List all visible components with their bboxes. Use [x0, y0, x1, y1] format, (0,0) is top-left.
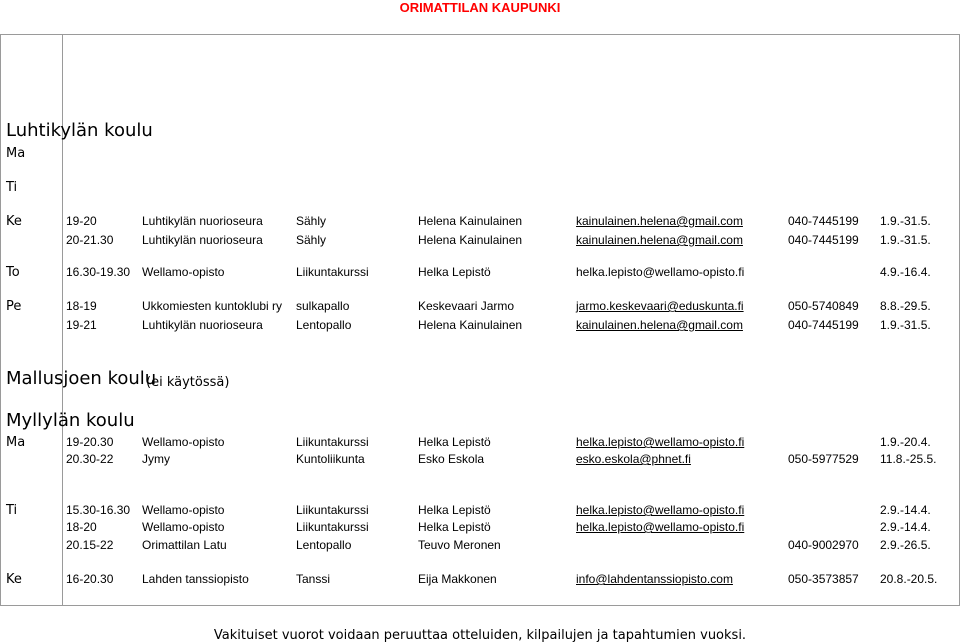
person-cell: Teuvo Meronen — [418, 538, 501, 552]
day-label: Ma — [6, 435, 26, 450]
person-cell: Helka Lepistö — [418, 520, 491, 534]
page-header: ORIMATTILAN KAUPUNKI — [399, 0, 561, 15]
day-label: Ti — [6, 180, 18, 195]
period-cell: 1.9.-31.5. — [880, 318, 931, 332]
activity-cell: Sähly — [296, 233, 327, 247]
person-cell: Helena Kainulainen — [418, 214, 523, 228]
activity-cell: Liikuntakurssi — [296, 265, 369, 279]
time-cell: 20.15-22 — [66, 538, 114, 552]
day-label: To — [6, 265, 20, 280]
email-link[interactable]: helka.lepisto@wellamo-opisto.fi — [576, 435, 745, 449]
activity-cell: Liikuntakurssi — [296, 435, 369, 449]
activity-cell: Lentopallo — [296, 538, 352, 552]
day-label: Ke — [6, 572, 22, 587]
org-cell: Lahden tanssiopisto — [142, 572, 249, 586]
activity-cell: sulkapallo — [296, 299, 350, 313]
period-cell: 1.9.-31.5. — [880, 214, 931, 228]
time-cell: 18-19 — [66, 299, 97, 313]
person-cell: Keskevaari Jarmo — [418, 299, 515, 313]
period-cell: 2.9.-14.4. — [880, 520, 931, 534]
table-row — [0, 212, 960, 231]
email-link[interactable]: kainulainen.helena@gmail.com — [576, 318, 743, 332]
day-row-ma — [0, 144, 960, 163]
time-cell: 16-20.30 — [66, 572, 114, 586]
person-cell: Helka Lepistö — [418, 503, 491, 517]
email-link[interactable]: kainulainen.helena@gmail.com — [576, 214, 743, 228]
period-cell: 2.9.-14.4. — [880, 503, 931, 517]
email-link[interactable]: helka.lepisto@wellamo-opisto.fi — [576, 520, 745, 534]
table-row — [0, 450, 960, 469]
org-cell: Wellamo-opisto — [142, 503, 225, 517]
email-link[interactable]: kainulainen.helena@gmail.com — [576, 233, 743, 247]
section-title: Myllylän koulu — [6, 410, 135, 431]
table-row — [0, 231, 960, 250]
table-row — [0, 263, 960, 282]
phone-cell: 040-9002970 — [788, 538, 859, 552]
period-cell: 20.8.-20.5. — [880, 572, 938, 586]
table-row — [0, 518, 960, 537]
phone-cell: 040-7445199 — [788, 214, 859, 228]
org-cell: Luhtikylän nuorioseura — [142, 214, 263, 228]
email-link[interactable]: info@lahdentanssiopisto.com — [576, 572, 733, 586]
time-cell: 16.30-19.30 — [66, 265, 131, 279]
email-link[interactable]: helka.lepisto@wellamo-opisto.fi — [576, 503, 745, 517]
section-heading-myllyla — [0, 408, 960, 434]
phone-cell: 050-3573857 — [788, 572, 859, 586]
section-heading-luhtikyla — [0, 118, 960, 144]
table-row — [0, 536, 960, 555]
time-cell: 19-20.30 — [66, 435, 114, 449]
person-cell: Helena Kainulainen — [418, 233, 523, 247]
day-row-ti — [0, 178, 960, 197]
activity-cell: Sähly — [296, 214, 327, 228]
phone-cell: 050-5740849 — [788, 299, 859, 313]
day-label: Ma — [6, 146, 26, 161]
org-cell: Wellamo-opisto — [142, 265, 225, 279]
day-label: Pe — [6, 299, 22, 314]
time-cell: 19-20 — [66, 214, 97, 228]
section-title: Luhtikylän koulu — [6, 120, 153, 141]
table-row — [0, 570, 960, 589]
section-heading-mallusjoki — [0, 366, 960, 392]
email-cell: helka.lepisto@wellamo-opisto.fi — [576, 265, 745, 279]
org-cell: Luhtikylän nuorioseura — [142, 318, 263, 332]
footer-note: Vakituiset vuorot voidaan peruuttaa otteluiden, kilpailujen ja tapahtumien vuoksi. — [213, 628, 747, 643]
period-cell: 2.9.-26.5. — [880, 538, 931, 552]
person-cell: Helena Kainulainen — [418, 318, 523, 332]
table-row — [0, 316, 960, 335]
org-cell: Orimattilan Latu — [142, 538, 227, 552]
activity-cell: Liikuntakurssi — [296, 503, 369, 517]
org-cell: Wellamo-opisto — [142, 520, 225, 534]
time-cell: 15.30-16.30 — [66, 503, 131, 517]
table-row — [0, 297, 960, 316]
email-link[interactable]: jarmo.keskevaari@eduskunta.fi — [576, 299, 744, 313]
org-cell: Wellamo-opisto — [142, 435, 225, 449]
period-cell: 11.8.-25.5. — [880, 452, 937, 466]
period-cell: 1.9.-20.4. — [880, 435, 931, 449]
period-cell: 1.9.-31.5. — [880, 233, 931, 247]
day-label: Ke — [6, 214, 22, 229]
phone-cell: 050-5977529 — [788, 452, 859, 466]
activity-cell: Tanssi — [296, 572, 331, 586]
person-cell: Helka Lepistö — [418, 435, 491, 449]
person-cell: Esko Eskola — [418, 452, 485, 466]
activity-cell: Kuntoliikunta — [296, 452, 365, 466]
section-title: Mallusjoen koulu — [6, 368, 157, 389]
person-cell: Helka Lepistö — [418, 265, 491, 279]
activity-cell: Liikuntakurssi — [296, 520, 369, 534]
email-link[interactable]: esko.eskola@phnet.fi — [576, 452, 691, 466]
time-cell: 20-21.30 — [66, 233, 114, 247]
time-cell: 19-21 — [66, 318, 97, 332]
org-cell: Ukkomiesten kuntoklubi ry — [142, 299, 283, 313]
period-cell: 8.8.-29.5. — [880, 299, 931, 313]
org-cell: Jymy — [142, 452, 170, 466]
activity-cell: Lentopallo — [296, 318, 352, 332]
day-label: Ti — [6, 503, 18, 518]
section-note: (ei käytössä) — [146, 375, 230, 390]
phone-cell: 040-7445199 — [788, 233, 859, 247]
phone-cell: 040-7445199 — [788, 318, 859, 332]
time-cell: 20.30-22 — [66, 452, 114, 466]
period-cell: 4.9.-16.4. — [880, 265, 931, 279]
person-cell: Eija Makkonen — [418, 572, 497, 586]
org-cell: Luhtikylän nuorioseura — [142, 233, 263, 247]
time-cell: 18-20 — [66, 520, 97, 534]
